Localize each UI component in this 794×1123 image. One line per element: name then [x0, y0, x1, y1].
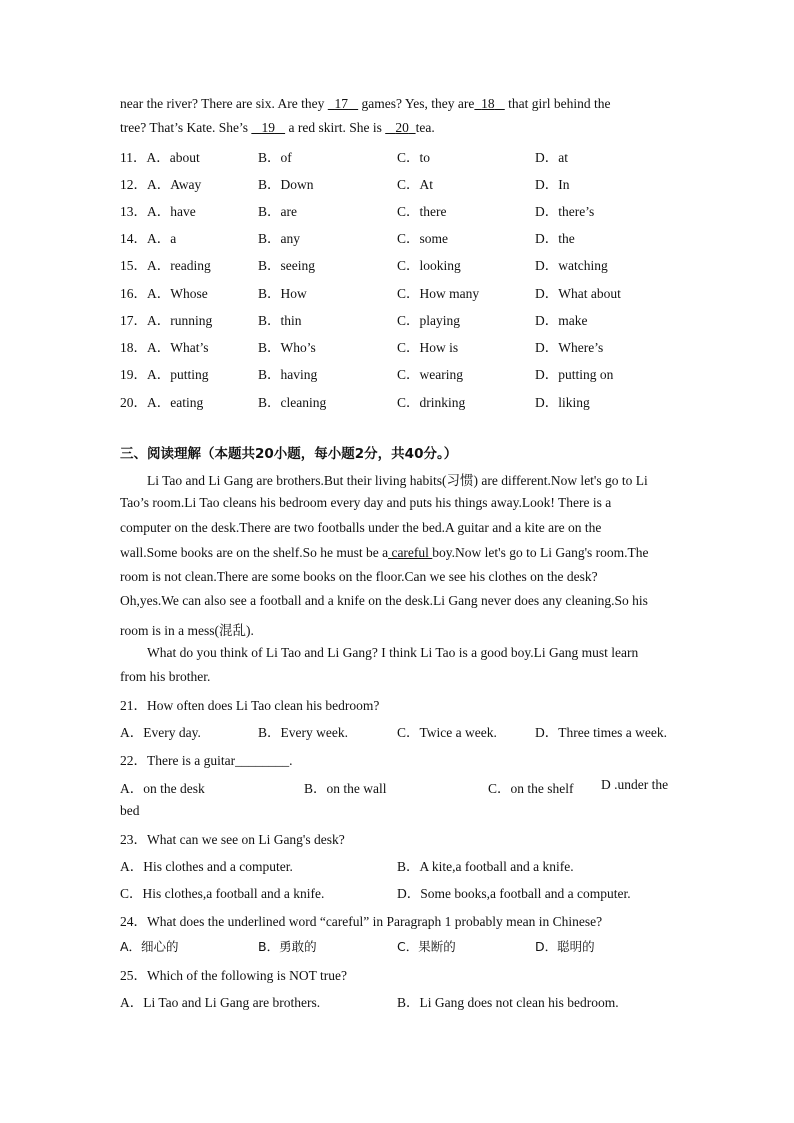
option-b: B．seeing: [258, 258, 315, 273]
option-a: A．His clothes and a computer.: [120, 859, 293, 874]
option-d: D．In: [535, 177, 570, 192]
cloze-row-18: [120, 336, 680, 356]
question-23-stem: 23．What can we see on Li Gang's desk?: [120, 832, 345, 847]
cloze-row-13: [120, 200, 680, 220]
blank-17: 17: [334, 96, 349, 111]
option-b: B．cleaning: [258, 395, 327, 410]
underlined-word-careful: careful: [388, 545, 433, 560]
cloze-row-16: [120, 282, 680, 302]
option-b: B．thin: [258, 313, 302, 328]
option-b: B．Down: [258, 177, 314, 192]
passage-para2-line: from his brother.: [120, 669, 211, 684]
cloze-row-20: [120, 391, 680, 411]
option-b: B．A kite,a football and a knife.: [397, 859, 574, 874]
option-c: C．Twice a week.: [397, 725, 497, 740]
option-a: 12．A．Away: [120, 177, 202, 192]
question-24-stem: 24．What does the underlined word “careful” in Paragraph 1 probably mean in Chinese?: [120, 914, 603, 929]
option-a: 17．A．running: [120, 313, 213, 328]
cloze-row-15: [120, 254, 680, 274]
option-b: B．any: [258, 231, 300, 246]
cloze-row-12: [120, 173, 680, 193]
option-b: B．Who’s: [258, 340, 316, 355]
option-d: D .under the: [601, 777, 669, 792]
option-b: B．How: [258, 286, 307, 301]
question-22-options: [120, 777, 680, 797]
option-d: D．there’s: [535, 204, 595, 219]
question-23-options-ab: [120, 855, 680, 875]
passage-para-line: Tao’s room.Li Tao cleans his bedroom every day and puts his things away.Look! There is a: [120, 495, 612, 510]
option-c: C．How many: [397, 286, 480, 301]
option-d: D．the: [535, 231, 575, 246]
option-d: D．Some books,a football and a computer.: [397, 886, 631, 901]
passage-para-line: Li Tao and Li Gang are brothers.But their living habits(习惯) are different.Now let's go to Li: [147, 473, 648, 488]
option-a: A．Li Tao and Li Gang are brothers.: [120, 995, 321, 1010]
option-c: C．drinking: [397, 395, 466, 410]
question-25-options: [120, 991, 680, 1011]
question-25-stem: 25．Which of the following is NOT true?: [120, 968, 347, 983]
option-b: B．of: [258, 150, 292, 165]
cloze-row-11: [120, 146, 680, 166]
option-b: B．Li Gang does not clean his bedroom.: [397, 995, 619, 1010]
option-d: D．make: [535, 313, 588, 328]
option-d: D．Where’s: [535, 340, 604, 355]
passage-para-line: Oh,yes.We can also see a football and a knife on the desk.Li Gang never does any cleaning.So his: [120, 593, 648, 608]
question-22-stem: 22．There is a guitar________.: [120, 753, 293, 768]
option-a: A．细心的: [120, 939, 179, 954]
passage-line-2: tree? That’s Kate. She’s 19 a red skirt. She is 20 tea.: [120, 120, 435, 135]
option-b: B．勇敢的: [258, 939, 317, 954]
option-c: C．playing: [397, 313, 460, 328]
section-heading: 三、阅读理解（本题共20小题，每小题2分，共40分。）: [120, 446, 458, 462]
option-d: D．liking: [535, 395, 590, 410]
option-b: B．on the wall: [304, 781, 387, 796]
option-c: C．to: [397, 150, 431, 165]
option-d: D．聪明的: [535, 939, 595, 954]
option-c: C．looking: [397, 258, 461, 273]
passage-para-line: room is not clean.There are some books on the floor.Can we see his clothes on the desk?: [120, 569, 598, 584]
question-21-options: [120, 721, 680, 741]
option-c: C．果断的: [397, 939, 456, 954]
passage-para-line: computer on the desk.There are two footballs under the bed.A guitar and a kite are on the: [120, 520, 602, 535]
option-d: D．putting on: [535, 367, 614, 382]
option-a: 16．A．Whose: [120, 286, 208, 301]
passage-para2-line: What do you think of Li Tao and Li Gang? I think Li Tao is a good boy.Li Gang must learn: [147, 645, 639, 660]
cloze-row-14: [120, 227, 680, 247]
cloze-row-19: [120, 363, 680, 383]
option-a: 14．A．a: [120, 231, 177, 246]
option-d: D．watching: [535, 258, 608, 273]
option-c: C．His clothes,a football and a knife.: [120, 886, 325, 901]
option-a: 11．A．about: [120, 150, 200, 165]
option-a: 13．A．have: [120, 204, 196, 219]
option-c: C．on the shelf: [488, 781, 574, 796]
option-c: C．some: [397, 231, 449, 246]
option-a: 19．A．putting: [120, 367, 209, 382]
blank-20: 20: [395, 120, 409, 135]
question-22-option-d-cont: bed: [120, 803, 140, 818]
question-23-options-cd: [120, 882, 680, 902]
option-d: D．Three times a week.: [535, 725, 667, 740]
cloze-row-17: [120, 309, 680, 329]
option-a: A．on the desk: [120, 781, 205, 796]
option-b: B．are: [258, 204, 297, 219]
option-b: B．Every week.: [258, 725, 348, 740]
option-c: C．wearing: [397, 367, 463, 382]
option-a: 20．A．eating: [120, 395, 204, 410]
option-a: 15．A．reading: [120, 258, 211, 273]
blank-18: 18: [481, 96, 495, 111]
option-a: 18．A．What’s: [120, 340, 209, 355]
passage-line-1: near the river? There are six. Are they 17 games? Yes, they are 18 that girl behind the: [120, 96, 611, 111]
option-c: C．At: [397, 177, 434, 192]
question-24-options: [120, 937, 680, 957]
question-21-stem: 21．How often does Li Tao clean his bedroom?: [120, 698, 380, 713]
passage-para-line: room is in a mess(混乱).: [120, 623, 254, 638]
option-c: C．there: [397, 204, 447, 219]
option-a: A．Every day.: [120, 725, 201, 740]
option-c: C．How is: [397, 340, 459, 355]
option-b: B．having: [258, 367, 318, 382]
option-d: D．What about: [535, 286, 621, 301]
passage-para-line: wall.Some books are on the shelf.So he must be a careful boy.Now let's go to Li Gang's room.The: [120, 545, 649, 560]
option-d: D．at: [535, 150, 568, 165]
blank-19: 19: [261, 120, 275, 135]
